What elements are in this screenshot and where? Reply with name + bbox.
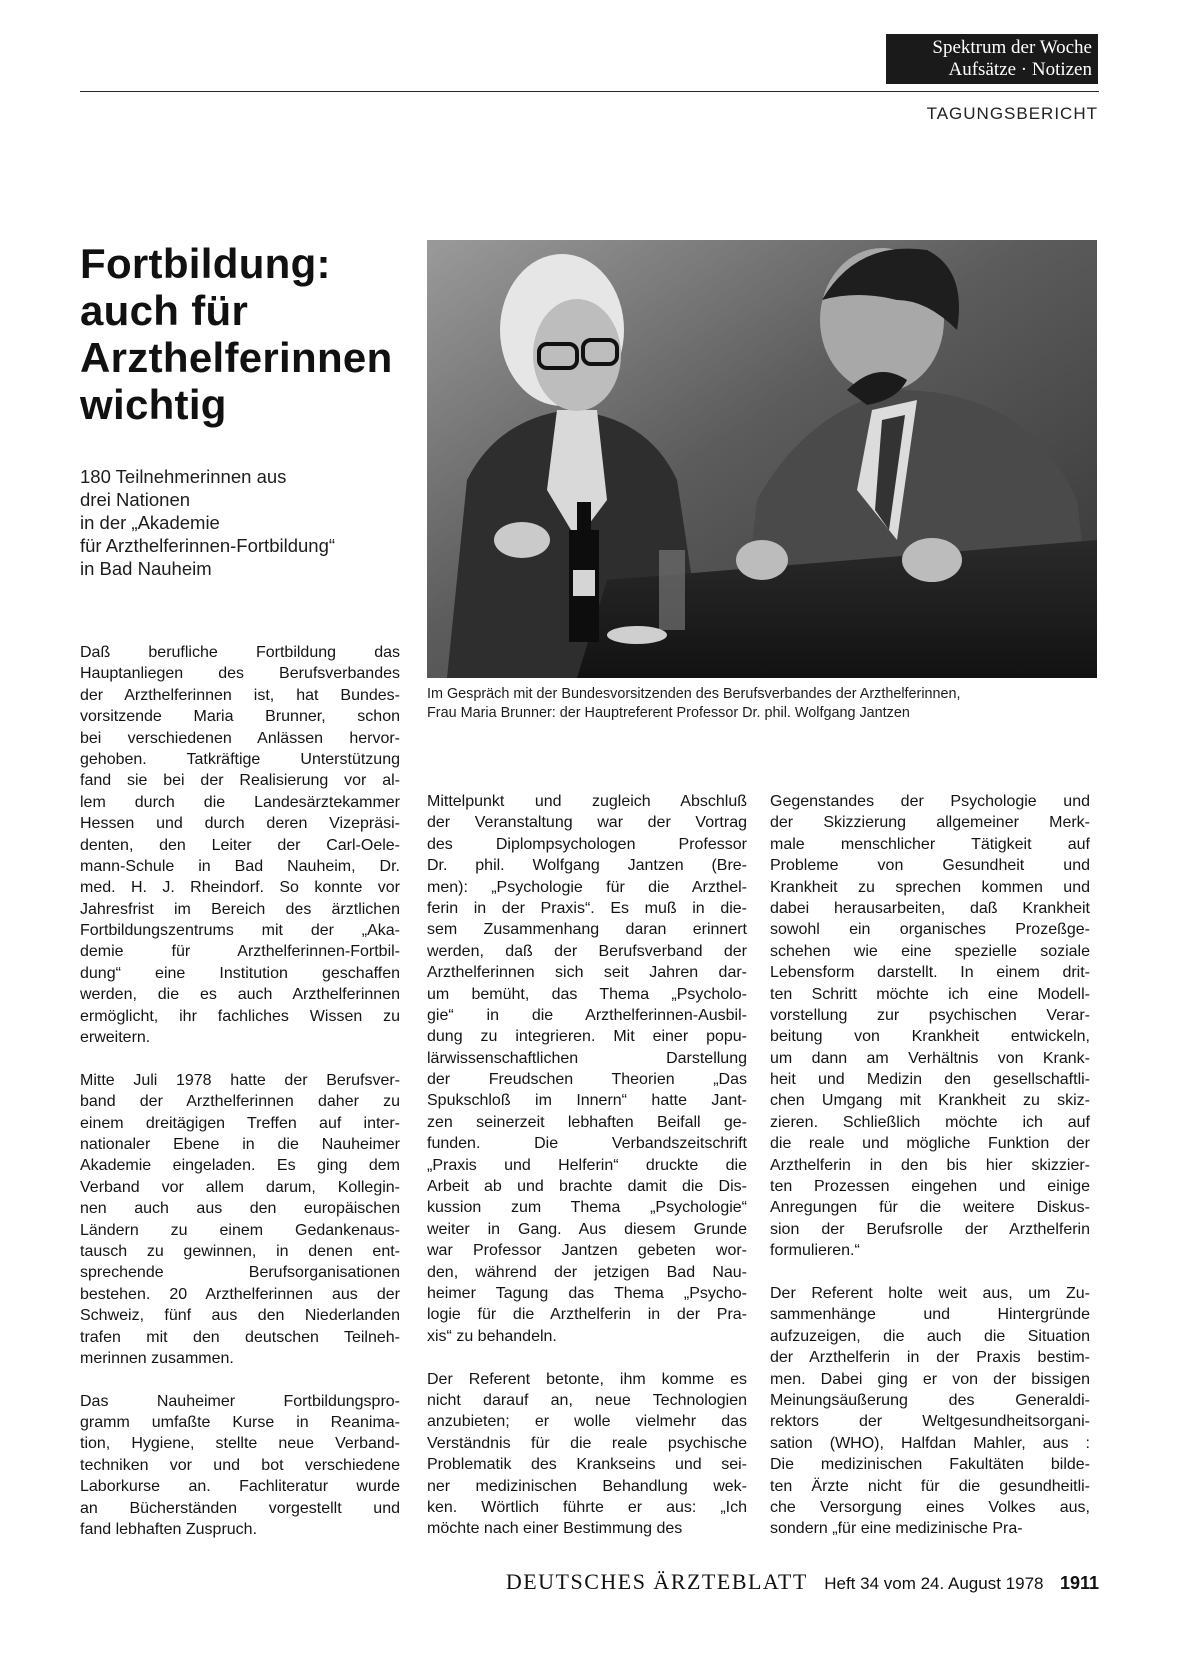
body-text-line: Akademie eingeladen. Es ging dem [80,1157,400,1175]
body-text-line: der Skizzierung allgemeiner Merk- [770,814,1090,832]
body-text-line: men): „Psychologie für die Arzthel- [427,878,747,896]
issue-info: Heft 34 vom 24. August 1978 [824,1574,1044,1593]
body-text-line: xis“ zu behandeln. [427,1327,557,1345]
body-text-line: rektors der Weltgesundheitsorgani- [770,1413,1090,1431]
body-text-line: fand lebhaften Zuspruch. [80,1521,258,1539]
body-text-line: Der Referent betonte, ihm komme es [427,1370,747,1388]
body-text-line: Arzthelferin in den bis hier skizzier- [770,1156,1090,1174]
body-text-line: band der Arzthelferinnen daher zu [80,1093,400,1111]
body-text-line: des Diplompsychologen Professor [427,835,747,853]
body-text-line: erweitern. [80,1029,151,1047]
body-text-line: nationaler Ebene in die Nauheimer [80,1135,400,1153]
body-text-line: schehen wie eine spezielle soziale [770,942,1090,960]
body-text-line: trafen mit den deutschen Teilneh- [80,1328,400,1346]
body-text-line: Schweiz, fünf aus den Niederlanden [80,1307,400,1325]
body-text-line: weiter in Gang. Aus diesem Grunde [427,1220,747,1238]
body-text-line: Probleme von Gesundheit und [770,857,1090,875]
body-text-line: Mittelpunkt und zugleich Abschluß [427,793,747,810]
subheadline-line: drei Nationen [80,489,191,510]
body-text-line: sprechende Berufsorganisationen [80,1264,400,1282]
article-column-2 [427,791,747,1540]
body-text-line: der Freudschen Theorien „Das [427,1071,747,1089]
body-text-line: bestehen. 20 Arzthelferinnen aus der [80,1285,400,1303]
body-text-line: der Arzthelferinnen ist, hat Bundes- [80,686,400,704]
subheadline-line: in der „Akademie [80,512,220,533]
body-text-line: Fortbildungszentrums mit der „Aka- [80,922,400,940]
body-text-line: dung zu integrieren. Mit einer popu- [427,1028,747,1046]
body-text-line: lem durch die Landesärztekammer [80,793,400,811]
subheadline-line: 180 Teilnehmerinnen aus [80,466,287,487]
body-text-line: nen auch aus den europäischen [80,1200,400,1218]
body-text-line: an Bücherständen vorgestellt und [80,1499,400,1517]
body-text-line: „Praxis und Helferin“ druckte die [427,1156,747,1174]
body-text-line: Jahresfrist im Bereich des ärztlichen [80,900,400,918]
body-text-line: zen seinerzeit lebhaften Beifall ge- [427,1113,747,1131]
body-text-line: Lebensform darstellt. In einem drit- [770,964,1090,982]
header-rule [80,91,1099,92]
body-text-line: Dr. phil. Wolfgang Jantzen (Bre- [427,857,747,875]
kicker: TAGUNGSBERICHT [926,104,1098,123]
body-text-line: Verständnis für die reale psychische [427,1434,747,1452]
body-text-line: tion, Hygiene, stellte neue Verband- [80,1435,400,1453]
body-text-line: ten Ärzte nicht für die gesundheitli- [770,1477,1090,1495]
body-text-line: um bemüht, das Thema „Psycholo- [427,985,747,1003]
body-text-line: Die medizinischen Fakultäten bilde- [770,1456,1090,1474]
body-text-line: Der Referent holte weit aus, um Zu- [770,1284,1090,1302]
body-text-line: Meinungsäußerung des Generaldi- [770,1391,1090,1409]
body-text-line: Spukschloß im Innern“ hatte Jant- [427,1092,747,1110]
body-text-line: sem Zusammenhang daran erinnert [427,921,747,939]
body-text-line: med. H. J. Rheindorf. So konnte vor [80,879,400,897]
body-text-line: ten Prozessen eingehen und einige [770,1178,1090,1196]
body-text-line: Arbeit ab und brachte damit die Dis- [427,1178,747,1196]
article-column-3 [770,791,1090,1540]
paragraph-break [80,1048,400,1069]
body-text-line: kussion zum Thema „Psychologie“ [427,1199,747,1217]
body-text-line: fand sie bei der Realisierung vor al- [80,772,400,790]
body-text-line: merinnen zusammen. [80,1349,234,1367]
body-text-line: Das Nauheimer Fortbildungspro- [80,1392,400,1410]
headline-line: Arzthelferinnen [80,334,393,381]
body-text-line: Arzthelferinnen sich seit Jahren dar- [427,964,747,982]
body-text-line: Verband vor allem darum, Kollegin- [80,1178,400,1196]
body-text-line: sondern „für eine medizinische Pra- [770,1520,1023,1538]
caption-line: Frau Maria Brunner: der Hauptreferent Professor Dr. phil. Wolfgang Jantzen [427,705,910,721]
body-text-line: Gegenstandes der Psychologie und [770,793,1090,810]
body-text-line: ermöglicht, ihr fachliches Wissen zu [80,1007,400,1025]
photo-caption [427,685,1117,723]
body-text-line: lärwissenschaftlichen Darstellung [427,1049,747,1067]
article-photo [427,240,1097,678]
body-text-line: ner medizinischen Behandlung wek- [427,1477,747,1495]
body-text-line: formulieren.“ [770,1242,860,1260]
body-text-line: der Veranstaltung war der Vortrag [427,814,747,832]
body-text-line: Anregungen für die weitere Diskus- [770,1199,1090,1217]
page-number: 1911 [1059,1573,1099,1593]
body-text-line: beitung von Krankheit entwickeln, [770,1028,1090,1046]
body-text-line: bei verschiedenen Anlässen hervor- [80,729,400,747]
body-text-line: Daß berufliche Fortbildung das [80,644,400,661]
body-text-line: men. Dabei ging er von der bissigen [770,1370,1090,1388]
body-text-line: male menschlicher Tätigkeit auf [770,835,1090,853]
body-text-line: werden, die es auch Arzthelferinnen [80,986,400,1004]
body-text-line: war Professor Jantzen gebeten wor- [427,1242,747,1260]
body-text-line: gramm umfaßte Kurse in Reanima- [80,1414,400,1432]
body-text-line: zieren. Schließlich möchte ich auf [770,1113,1090,1131]
section-label-line-2: Aufsätze · Notizen [948,59,1092,80]
body-text-line: vorstellung zur psychischen Verar- [770,1006,1090,1024]
body-text-line: sation (WHO), Halfdan Mahler, aus : [770,1434,1090,1452]
body-text-line: funden. Die Verbandszeitschrift [427,1135,747,1153]
body-text-line: Ländern zu einem Gedankenaus- [80,1221,400,1239]
body-text-line: Krankheit zu sprechen kommen und [770,878,1090,896]
body-text-line: heit und Medizin den gesellschaftli- [770,1071,1090,1089]
body-text-line: nicht darauf an, neue Technologien [427,1391,747,1409]
body-text-line: Laborkurse an. Fachliteratur wurde [80,1478,400,1496]
body-text-line: möchte nach einer Bestimmung des [427,1520,683,1538]
body-text-line: demie für Arzthelferinnen-Fortbil- [80,943,400,961]
body-text-line: gehoben. Tatkräftige Unterstützung [80,750,400,768]
body-text-line: denten, den Leiter der Carl-Oele- [80,836,400,854]
subheadline-line: in Bad Nauheim [80,558,212,579]
body-text-line: sion der Berufsrolle der Arzthelferin [770,1220,1090,1238]
headline-line: auch für [80,287,249,334]
body-text-line: logie für die Arzthelferin in der Pra- [427,1306,747,1324]
body-text-line: dung“ eine Institution geschaffen [80,964,400,982]
body-text-line: um dann am Verhältnis von Krank- [770,1049,1090,1067]
paragraph-break [427,1347,747,1368]
article-column-1 [80,642,400,1540]
body-text-line: Hauptanliegen des Berufsverbandes [80,665,400,683]
journal-name: DEUTSCHES ÄRZTEBLATT [505,1569,808,1594]
body-text-line: ken. Wörtlich führte er aus: „Ich [427,1498,747,1516]
paragraph-break [770,1262,1090,1283]
body-text-line: che Versorgung eines Volkes aus, [770,1498,1090,1516]
body-text-line: Hessen und durch deren Vizepräsi- [80,815,400,833]
subheadline-line: für Arzthelferinnen-Fortbildung“ [80,535,336,556]
subheadline [80,465,440,580]
body-text-line: anzubieten; er wolle vielmehr das [427,1413,747,1431]
body-text-line: vorsitzende Maria Brunner, schon [80,708,400,726]
body-text-line: die reale und mögliche Funktion der [770,1135,1090,1153]
page-footer [437,1569,1099,1595]
body-text-line: einem dreitägigen Treffen auf inter- [80,1114,400,1132]
section-label [886,34,1098,84]
body-text-line: dabei herausarbeiten, daß Krankheit [770,899,1090,917]
paragraph-break [80,1369,400,1390]
body-text-line: gie“ in die Arzthelferinnen-Ausbil- [427,1006,747,1024]
body-text-line: techniken vor und bot verschiedene [80,1456,400,1474]
headline-line: wichtig [80,381,227,428]
body-text-line: chen Umgang mit Krankheit zu skiz- [770,1092,1090,1110]
body-text-line: ten Schritt möchte ich eine Modell- [770,985,1090,1003]
headline-line: Fortbildung: [80,240,331,287]
body-text-line: aufzuzeigen, die auch die Situation [770,1327,1090,1345]
section-label-line-1: Spektrum der Woche [932,37,1092,58]
body-text-line: der Arzthelferin in der Praxis bestim- [770,1349,1090,1367]
body-text-line: mann-Schule in Bad Nauheim, Dr. [80,857,400,875]
body-text-line: heimer Tagung das Thema „Psycho- [427,1284,747,1302]
body-text-line: sammenhänge und Hintergründe [770,1306,1090,1324]
body-text-line: Mitte Juli 1978 hatte der Berufsver- [80,1071,400,1089]
body-text-line: ferin in der Praxis“. Es muß in die- [427,899,747,917]
body-text-line: werden, daß der Berufsverband der [427,942,747,960]
body-text-line: Problematik des Krankseins und sei- [427,1456,747,1474]
caption-line: Im Gespräch mit der Bundesvorsitzenden des Berufsverbandes der Arzthelferinnen, [427,686,961,702]
headline [80,240,420,428]
body-text-line: tausch zu gewinnen, in denen ent- [80,1242,400,1260]
body-text-line: den, während der jetzigen Bad Nau- [427,1263,747,1281]
body-text-line: sowohl ein organisches Prozeßge- [770,921,1090,939]
